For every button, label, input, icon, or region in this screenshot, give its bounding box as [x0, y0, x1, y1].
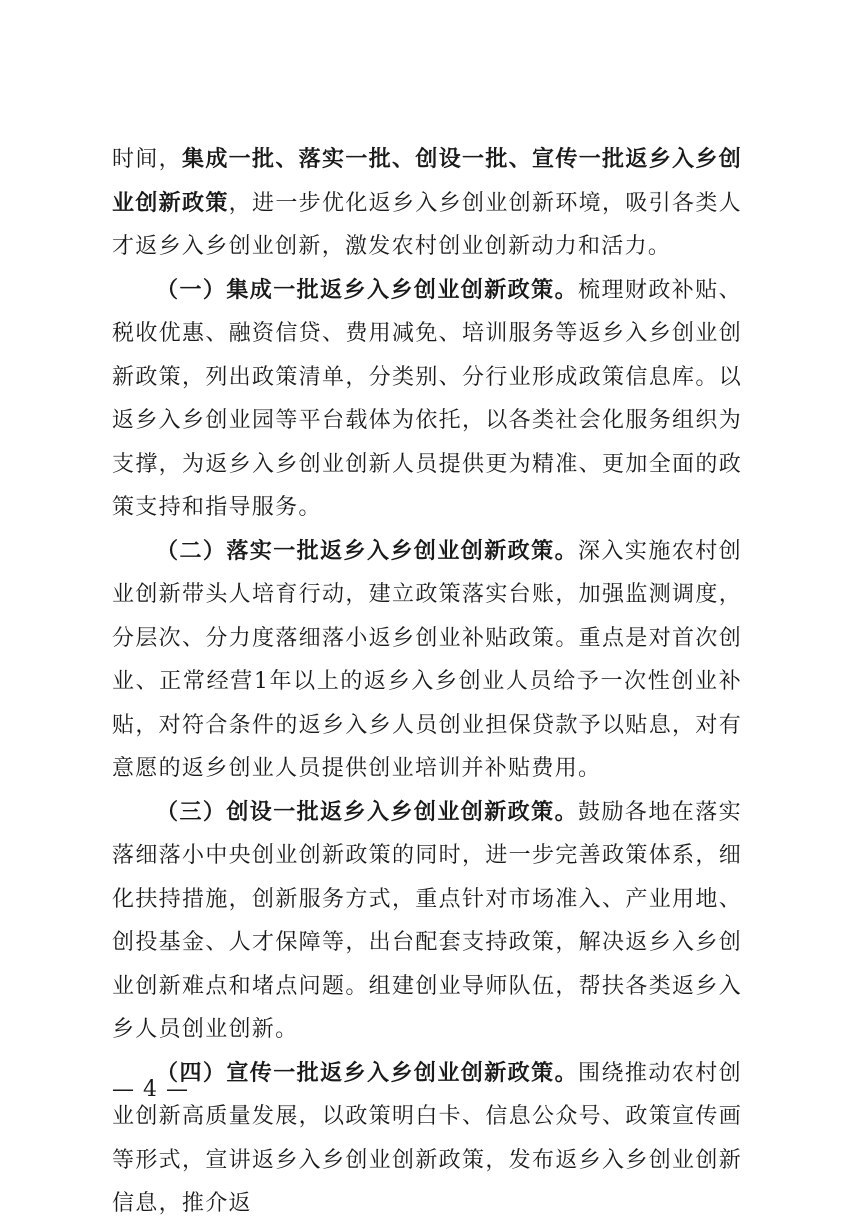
page-number: — 4 —	[112, 1077, 189, 1102]
section-body-1: 梳理财政补贴、税收优惠、融资信贷、费用减免、培训服务等返乡入乡创业创新政策，列出政策清单，分类别、分行业形成政策信息库。以返乡入乡创业园等平台载体为依托，以各类社会化服务组织为支撑，为返乡入乡创业创新人员提供更为精准、更加全面的政策支持和指导服务。	[112, 277, 742, 520]
intro-paragraph	[112, 138, 742, 269]
section-heading-1: （一）集成一批返乡入乡创业创新政策。	[156, 276, 579, 303]
section-body-3: 鼓励各地在落实落细落小中央创业创新政策的同时，进一步完善政策体系，细化扶持措施，创新服务方式，重点针对市场准入、产业用地、创投基金、人才保障等，出台配套支持政策，解决返乡入乡创业创新难点和堵点问题。组建创业导师队伍，帮扶各类返乡入乡人员创业创新。	[112, 799, 742, 1042]
section-paragraph-1	[112, 269, 742, 530]
section-paragraph-3	[112, 791, 742, 1052]
section-body-2: 深入实施农村创业创新带头人培育行动，建立政策落实台账，加强监测调度，分层次、分力度落细落小返乡创业补贴政策。重点是对首次创业、正常经营1年以上的返乡入乡创业人员给予一次性创业补贴，对符合条件的返乡入乡人员创业担保贷款予以贴息，对有意愿的返乡创业人员提供创业培训并补贴费用。	[112, 538, 742, 781]
intro-text-1: 时间，	[112, 147, 183, 172]
intro-bold-text: 集成一批、落实一批、创设一批、宣传一批返乡入乡创业创新政策	[112, 146, 743, 216]
intro-text-2: ，进一步优化返乡入乡创业创新环境，吸引各类人才返乡入乡创业创新，激发农村创业创新动力和活力。	[112, 190, 742, 259]
section-heading-3: （三）创设一批返乡入乡创业创新政策。	[156, 798, 579, 825]
section-paragraph-4	[112, 1052, 742, 1226]
section-paragraph-2	[112, 530, 742, 791]
section-heading-4: （四）宣传一批返乡入乡创业创新政策。	[156, 1059, 579, 1086]
section-heading-2: （二）落实一批返乡入乡创业创新政策。	[156, 537, 579, 564]
section-body-4: 围绕推动农村创业创新高质量发展，以政策明白卡、信息公众号、政策宣传画等形式，宣讲返乡入乡创业创新政策，发布返乡入乡创业创新信息，推介返	[112, 1060, 742, 1216]
document-body	[112, 138, 742, 1226]
